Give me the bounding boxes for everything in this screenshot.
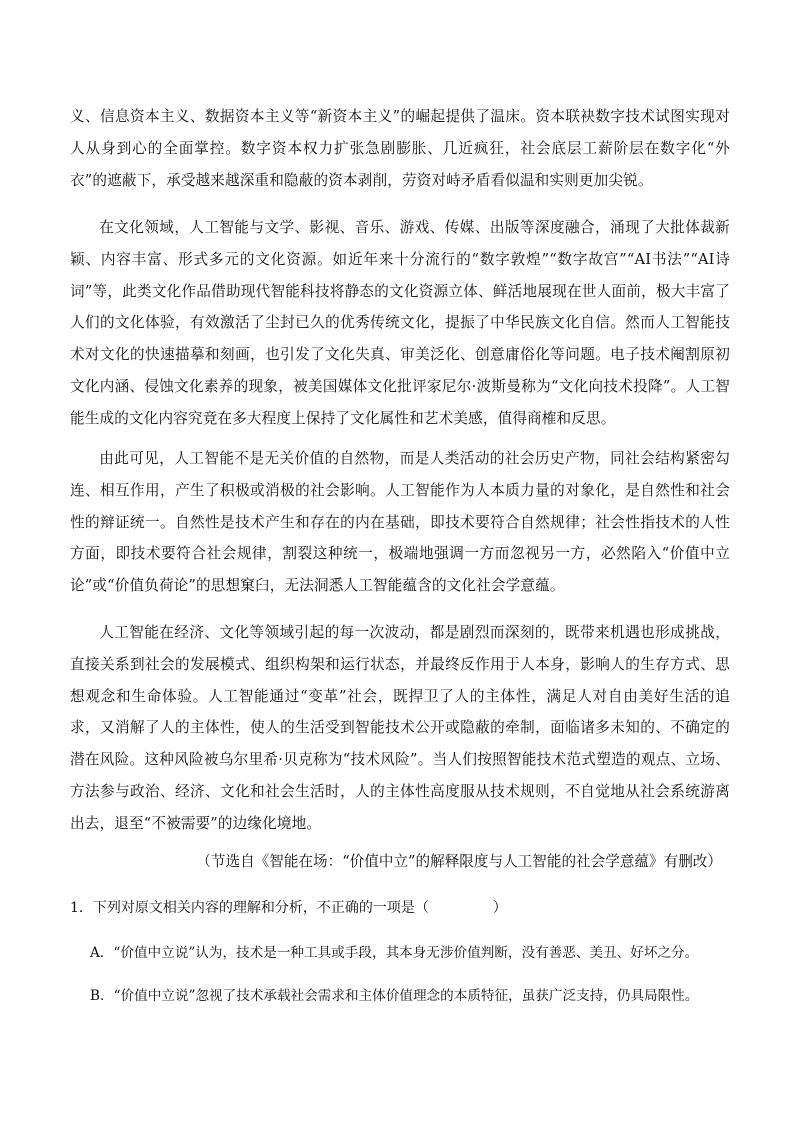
- question-1-stem-close: ）: [492, 900, 507, 916]
- source-citation: （节选自《智能在场：“价值中立”的解释限度与人工智能的社会学意蕴》有删改）: [196, 853, 722, 870]
- option-a: A．“价值中立说”认为，技术是一种工具或手段，其本身无涉价值判断，没有善恶、美丑、好坏之分。: [90, 945, 699, 961]
- question-1: [70, 896, 507, 920]
- question-1-stem: 1．下列对原文相关内容的理解和分析，不正确的一项是（: [70, 900, 429, 916]
- paragraph-economy-continued: 义、信息资本主义、数据资本主义等“新资本主义”的崛起提供了温床。资本联袂数字技术试图实现对人从身到心的全面掌控。数字资本权力扩张急剧膨胀、几近疯狂，社会底层工薪阶层在数字化“外衣”的遮蔽下，承受越来越深重和隐蔽的资本剥削，劳资对峙矛盾看似温和实则更加尖锐。: [70, 108, 730, 189]
- paragraph-human-subjectivity: 人工智能在经济、文化等领域引起的每一次波动，都是剧烈而深刻的，既带来机遇也形成挑战，直接关系到社会的发展模式、组织构架和运行状态，并最终反作用于人本身，影响人的生存方式、思想观念和生命体验。人工智能通过“变革”社会，既捍卫了人的主体性，满足人对自由美好生活的追求，又消解了人的主体性，使人的生活受到智能技术公开或隐蔽的牵制，面临诸多未知的、不确定的潜在风险。这种风险被乌尔里希·贝克称为“技术风险”。当人们按照智能技术范式塑造的观点、立场、方法参与政治、经济、文化和社会生活时，人的主体性高度服从技术规则，不自觉地从社会系统游离出去，退至“不被需要”的边缘化境地。: [70, 624, 730, 832]
- option-b: B．“价值中立说”忽视了技术承载社会需求和主体价值理念的本质特征，虽获广泛支持，仍具局限性。: [90, 988, 699, 1004]
- paragraph-conclusion: 由此可见，人工智能不是无关价值的自然物，而是人类活动的社会历史产物，同社会结构紧密勾连、相互作用，产生了积极或消极的社会影响。人工智能作为人本质力量的对象化，是自然性和社会性的辩证统一。自然性是技术产生和存在的内在基础，即技术要符合自然规律；社会性指技术的人性方面，即技术要符合社会规律，割裂这种统一，极端地强调一方而忽视另一方，必然陷入“价值中立论”或“价值负荷论”的思想窠臼，无法洞悉人工智能蕴含的文化社会学意蕴。: [70, 450, 730, 595]
- paragraph-culture: 在文化领域，人工智能与文学、影视、音乐、游戏、传媒、出版等深度融合，涌现了大批体裁新颖、内容丰富、形式多元的文化资源。如近年来十分流行的“数字敦煌”“数字故宫”“AI书法”“AI诗词”等，此类文化作品借助现代智能科技将静态的文化资源立体、鲜活地展现在世人面前，极大丰富了人们的文化体验，有效激活了尘封已久的优秀传统文化，提振了中华民族文化自信。然而人工智能技术对文化的快速描摹和刻画，也引发了文化失真、审美泛化、创意庸俗化等问题。电子技术阉割原初文化内涵、侵蚀文化素养的现象，被美国媒体文化批评家尼尔·波斯曼称为“文化向技术投降”。人工智能生成的文化内容究竟在多大程度上保持了文化属性和艺术美感，值得商榷和反思。: [70, 219, 730, 427]
